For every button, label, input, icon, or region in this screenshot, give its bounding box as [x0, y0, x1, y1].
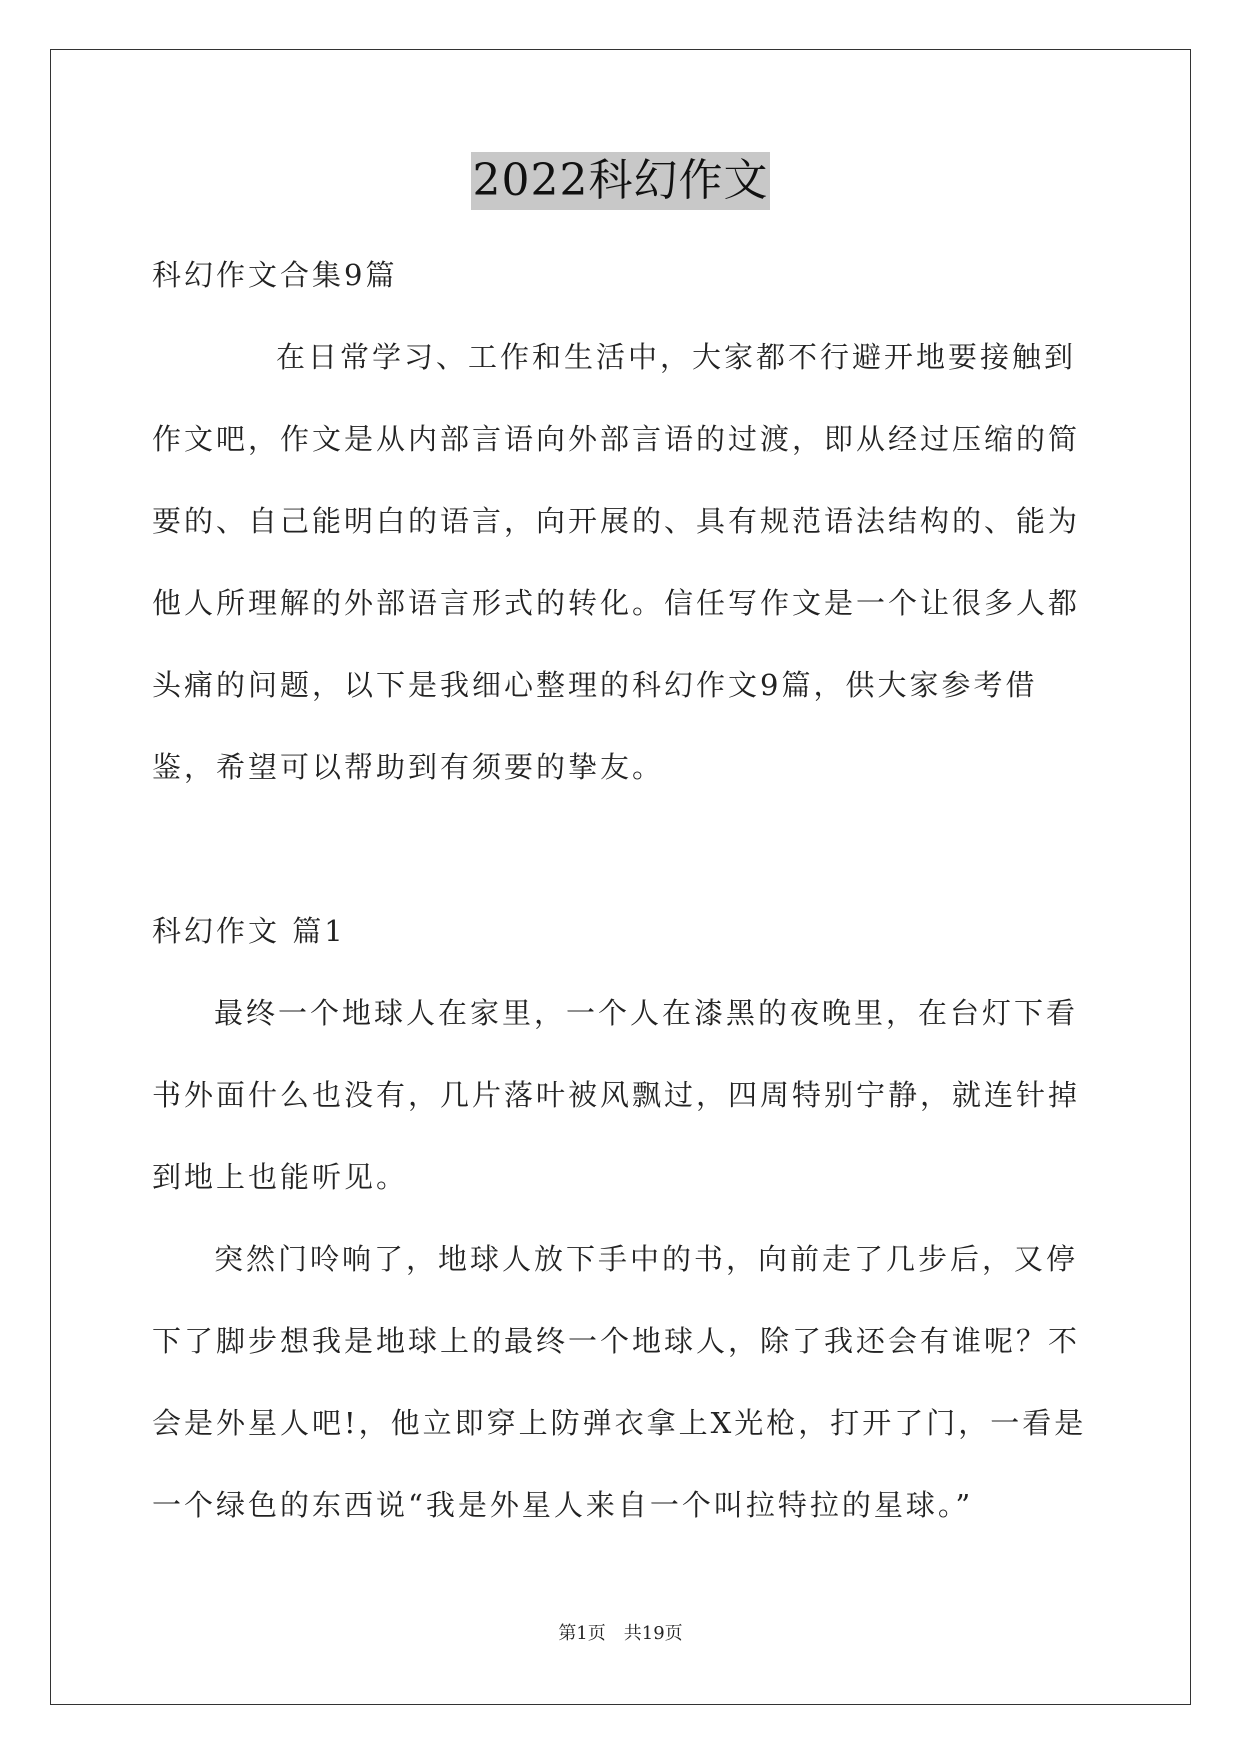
- page-number: 第1页: [558, 1623, 606, 1644]
- body-paragraph-1: 最终一个地球人在家里，一个人在漆黑的夜晚里，在台灯下看书外面什么也没有，几片落叶被风飘过，四周特别宁静，就连针掉到地上也能听见。: [152, 996, 1081, 1194]
- document-body: [152, 234, 1092, 1546]
- title-wrap: [0, 152, 1241, 210]
- document-title: 2022科幻作文: [471, 152, 771, 210]
- intro-paragraph: 在日常学习、工作和生活中，大家都不行避开地要接触到作文吧，作文是从内部言语向外部言语的过渡，即从经过压缩的简要的、自己能明白的语言，向开展的、具有规范语法结构的、能为他人所理解的外部语言形式的转化。信任写作文是一个让很多人都头痛的问题，以下是我细心整理的科幻作文9篇，供大家参考借鉴，希望可以帮助到有须要的挚友。: [152, 340, 1081, 784]
- section-gap: [152, 808, 1092, 890]
- body-paragraph-2: 突然门呤响了，地球人放下手中的书，向前走了几步后，又停下了脚步想我是地球上的最终一个地球人，除了我还会有谁呢？不会是外星人吧!，他立即穿上防弹衣拿上X光枪，打开了门，一看是一个绿色的东西说“我是外星人来自一个叫拉特拉的星球。”: [152, 1242, 1087, 1522]
- page-total: 共19页: [623, 1623, 683, 1644]
- section-heading: 科幻作文 篇1: [152, 914, 346, 948]
- document-subtitle: 科幻作文合集9篇: [152, 258, 398, 292]
- page-footer: [0, 1622, 1241, 1646]
